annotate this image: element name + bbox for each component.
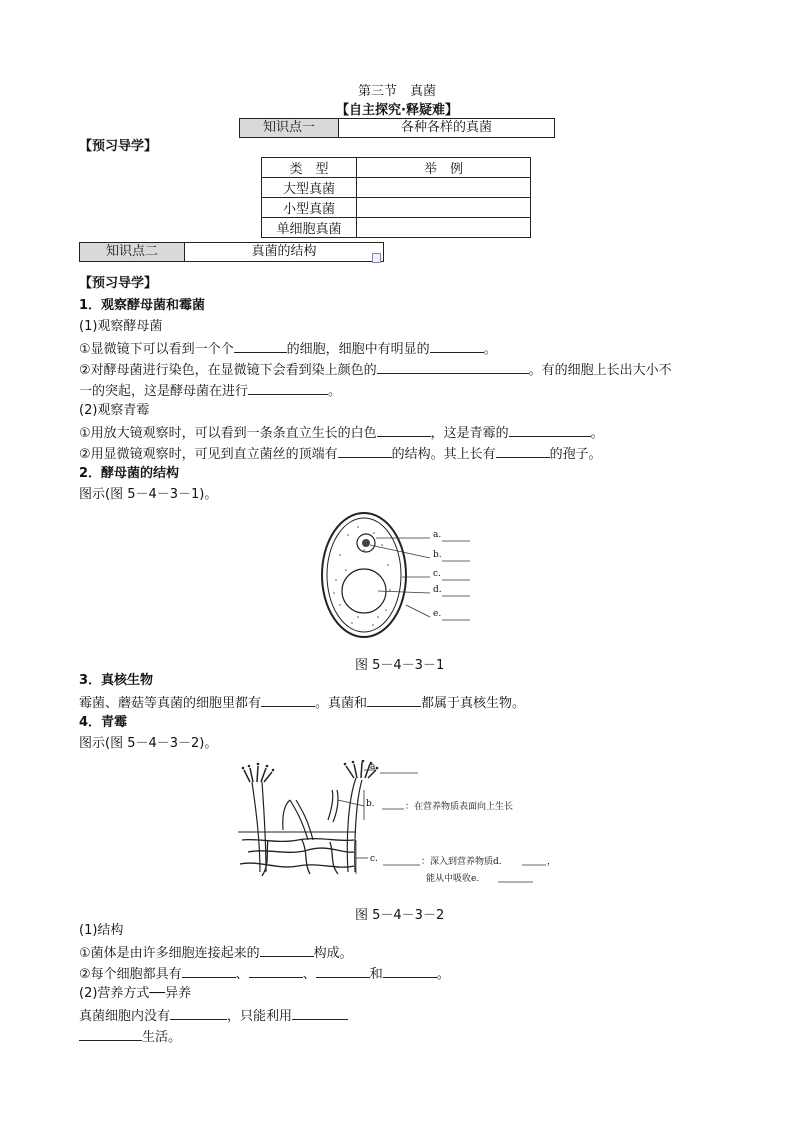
answer-blank[interactable]	[261, 694, 315, 707]
text: 生活。	[142, 1030, 182, 1045]
section-2-title: 2．酵母菌的结构	[79, 466, 180, 481]
section-4-sub2: (2)营养方式──异养	[79, 986, 192, 1001]
text: ，只能利用	[227, 1009, 293, 1024]
text: 真菌细胞内没有	[79, 1009, 171, 1024]
aerial-hyphae	[252, 778, 362, 872]
section-1-line4	[79, 424, 604, 442]
text: 、	[235, 967, 249, 982]
yeast-diagram	[318, 505, 478, 645]
text: 构成。	[313, 946, 353, 961]
table-cell-example[interactable]	[357, 178, 531, 198]
section-4-sub1: (1)结构	[79, 923, 124, 938]
spore-dots	[242, 760, 379, 771]
yeast-label-c: c.	[433, 569, 441, 579]
text: ②用显微镜观察时，可见到直立菌丝的顶端有	[79, 447, 338, 462]
text: ①用放大镜观察时，可以看到一条条直立生长的白色	[79, 426, 377, 441]
pointer-e	[406, 605, 430, 617]
mold-label-c-text: ：深入到营养物质d.	[421, 857, 502, 867]
page-title: 第三节 真菌	[357, 84, 436, 99]
yeast-label-e: e.	[433, 609, 442, 619]
guide-label-2: 【预习导学】	[79, 276, 158, 291]
section-4-line2	[79, 965, 450, 983]
section-2-caption-ref: 图示(图 5－4－3－1)。	[79, 487, 218, 502]
knowledge-point-2-name: 真菌的结构	[251, 244, 317, 259]
section-3-line1	[79, 694, 525, 712]
answer-blank[interactable]	[79, 1028, 142, 1041]
text: 。	[590, 426, 604, 441]
text: 的细胞，细胞中有明显的	[286, 342, 430, 357]
mold-label-c-tail: ，	[547, 857, 557, 867]
table-cell-type: 小型真菌	[262, 198, 357, 218]
answer-blank[interactable]	[234, 340, 287, 353]
section-4-line3	[79, 1007, 348, 1025]
answer-blank[interactable]	[292, 1007, 348, 1020]
text: 霉菌、蘑菇等真菌的细胞里都有	[79, 696, 262, 711]
fungi-type-table	[261, 157, 531, 238]
mold-label-b-text: ：在营养物质表面向上生长	[405, 802, 514, 812]
answer-blank[interactable]	[383, 965, 437, 978]
yeast-label-b: b.	[433, 550, 442, 560]
yeast-label-a: a.	[433, 530, 442, 540]
section-4-line1	[79, 944, 353, 962]
text: ①菌体是由许多细胞连接起来的	[79, 946, 260, 961]
section-1-line2	[79, 361, 672, 379]
text: ①显微镜下可以看到一个个	[79, 342, 234, 357]
mold-label-b: b.	[366, 799, 375, 809]
table-cell-example[interactable]	[357, 198, 531, 218]
figure-2-caption: 图 5－4－3－2	[355, 908, 445, 923]
text: 一的突起，这是酵母菌在进行	[79, 384, 249, 399]
section-1-line1	[79, 340, 497, 358]
answer-blank[interactable]	[249, 965, 303, 978]
section-4-line4	[79, 1028, 181, 1046]
text: ②每个细胞都具有	[79, 967, 182, 982]
yeast-label-d: d.	[433, 585, 442, 595]
section-1-line3	[79, 382, 341, 400]
substrate-hyphae	[240, 839, 354, 876]
text: 。有的细胞上长出大小不	[528, 363, 672, 378]
text: 的结构。其上长有	[391, 447, 496, 462]
answer-blank[interactable]	[338, 445, 392, 458]
answer-blank[interactable]	[316, 965, 370, 978]
guide-label-1: 【预习导学】	[79, 139, 158, 154]
answer-blank[interactable]	[430, 340, 484, 353]
table-header-type: 类 型	[262, 158, 357, 178]
table-row	[262, 178, 531, 198]
answer-blank[interactable]	[496, 445, 550, 458]
section-4-caption-ref: 图示(图 5－4－3－2)。	[79, 736, 218, 751]
text: ②对酵母菌进行染色，在显微镜下会看到染上颜色的	[79, 363, 377, 378]
answer-blank[interactable]	[182, 965, 236, 978]
text: 和	[369, 967, 383, 982]
table-row	[262, 198, 531, 218]
text: 。	[328, 384, 342, 399]
answer-blank[interactable]	[377, 361, 529, 374]
section-1-sub2: (2)观察青霉	[79, 403, 150, 418]
text: 都属于真核生物。	[421, 696, 526, 711]
mold-label-c: c.	[370, 854, 378, 864]
answer-blank[interactable]	[367, 694, 421, 707]
mold-label-a: a.	[370, 762, 379, 772]
section-3-title: 3．真核生物	[79, 673, 154, 688]
answer-blank[interactable]	[260, 944, 314, 957]
knowledge-point-1-name: 各种各样的真菌	[400, 120, 492, 135]
knowledge-point-2-tag: 知识点二	[80, 243, 185, 261]
section-1-title: 1．观察酵母菌和霉菌	[79, 298, 206, 313]
table-header-example: 举 例	[357, 158, 531, 178]
text: ，这是青霉的	[430, 426, 509, 441]
pointer-b	[370, 545, 430, 558]
section-1-line5	[79, 445, 602, 463]
nucleolus	[362, 539, 370, 547]
answer-blank[interactable]	[170, 1007, 227, 1020]
text: 的孢子。	[549, 447, 602, 462]
text: 。真菌和	[315, 696, 368, 711]
table-cell-type: 单细胞真菌	[262, 218, 357, 238]
table-cell-example[interactable]	[357, 218, 531, 238]
knowledge-point-2	[79, 242, 384, 262]
table-row	[262, 218, 531, 238]
document-icon	[372, 253, 381, 263]
answer-blank[interactable]	[509, 424, 591, 437]
figure-1-caption: 图 5－4－3－1	[355, 658, 445, 673]
section-4-title: 4．青霉	[79, 715, 128, 730]
answer-blank[interactable]	[377, 424, 431, 437]
knowledge-point-1-tag: 知识点一	[240, 119, 339, 137]
answer-blank[interactable]	[248, 382, 328, 395]
table-cell-type: 大型真菌	[262, 178, 357, 198]
page-subtitle: 【自主探究·释疑难】	[336, 103, 458, 118]
knowledge-point-1	[239, 118, 555, 138]
mold-label-c-line2: 能从中吸收e.	[426, 874, 480, 884]
text: 、	[302, 967, 316, 982]
penicillium-diagram	[238, 760, 558, 886]
text: 。	[436, 967, 450, 982]
section-1-sub1: (1)观察酵母菌	[79, 319, 163, 334]
text: 。	[483, 342, 497, 357]
